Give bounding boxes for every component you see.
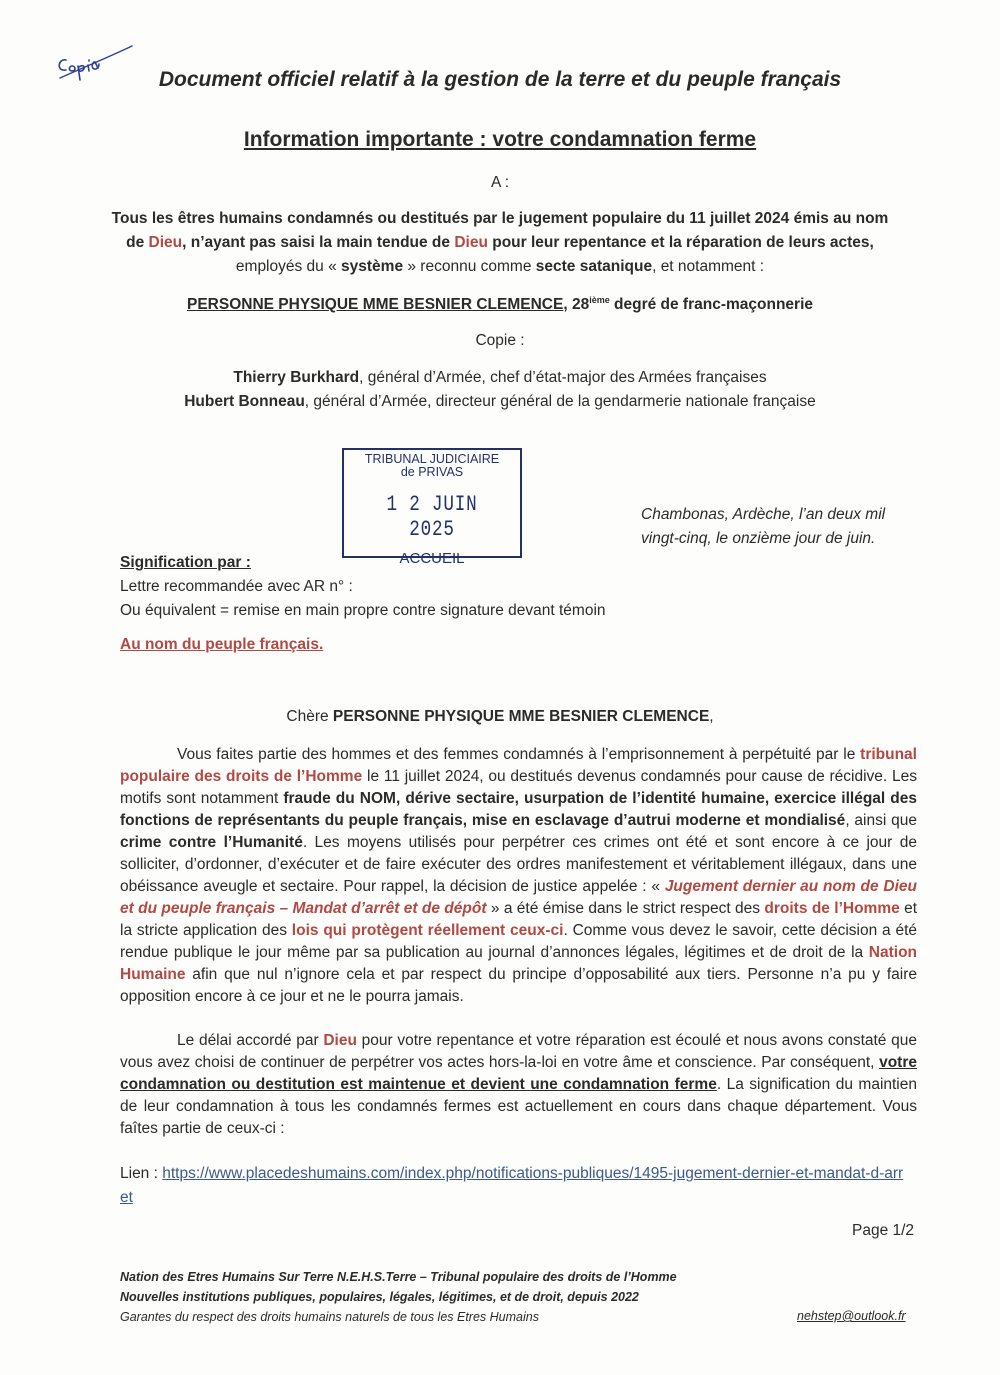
text-fragment: le 11 juillet 2024, ou destitués devenus condamnés pour cause de récidive. Les motifs sont notamment bbox=[120, 768, 918, 807]
text-fragment: , et notamment : bbox=[652, 258, 765, 275]
judgment-link[interactable]: https://www.placedeshumains.com/index.php/notifications-publiques/1495-jugement-dernier-et-mandat-d-arret bbox=[120, 1165, 904, 1206]
text-fragment: » a été émise dans le strict respect des bbox=[486, 900, 765, 917]
secte-bold: secte satanique bbox=[535, 258, 653, 275]
subtitle-wrap bbox=[0, 128, 1000, 152]
place-date bbox=[641, 503, 885, 551]
addressee-label: A : bbox=[490, 174, 510, 191]
degree-number: , 28 bbox=[563, 296, 590, 314]
link-label: Lien : bbox=[120, 1165, 163, 1182]
footer-email-link[interactable]: nehstep@outlook.fr bbox=[797, 1309, 906, 1323]
dieu-highlight: Dieu bbox=[454, 234, 488, 251]
copy-recipient-1 bbox=[0, 369, 1000, 387]
addressee-line-1: Tous les êtres humains condamnés ou destitués par le jugement populaire du 11 juillet 2024 émis au nom bbox=[111, 210, 889, 227]
tribunal-highlight: tribunal populaire des droits de l’Homme bbox=[120, 746, 917, 785]
au-nom-du-peuple: Au nom du peuple français. bbox=[120, 636, 324, 653]
text-fragment: de bbox=[126, 234, 149, 251]
text-fragment: . Les moyens utilisés pour perpétrer ces crimes ont été et sont encore à ce jour de solliciter, d’ordonner, d’exécuter et de faire exécuter des ordres manifestement et véritablement illégaux, dans une obéissance aveugle et sectaire. Pour rappel, la décision de justice appelée : « bbox=[120, 834, 917, 895]
footer-line-1: Nation des Etres Humains Sur Terre N.E.H.S.Terre – Tribunal populaire des droits de l’Homme bbox=[120, 1270, 677, 1284]
jugement-highlight: Jugement dernier au nom de Dieu et du peuple français – Mandat d’arrêt et de dépôt bbox=[120, 878, 917, 917]
text-fragment: , n’ayant pas saisi la main tendue de bbox=[182, 234, 455, 251]
person-name: PERSONNE PHYSIQUE MME BESNIER CLEMENCE bbox=[186, 296, 564, 314]
court-reception-stamp bbox=[342, 448, 522, 567]
crime-bold: crime contre l’Humanité bbox=[120, 834, 303, 851]
addressee-line-3 bbox=[0, 258, 1000, 276]
recipient-role: , général d’Armée, directeur général de la gendarmerie nationale française bbox=[304, 393, 816, 410]
recipient-name: Thierry Burkhard bbox=[233, 369, 360, 386]
dieu-highlight: Dieu bbox=[323, 1032, 357, 1049]
systeme-bold: système bbox=[341, 258, 404, 275]
document-subtitle: Information importante : votre condamnation ferme bbox=[243, 128, 757, 151]
link-line bbox=[120, 1162, 910, 1210]
copy-label: Copie : bbox=[475, 332, 525, 349]
droits-highlight: droits de l’Homme bbox=[764, 900, 900, 917]
text-fragment: , bbox=[709, 708, 714, 725]
recipient-role: , général d’Armée, chef d’état-major des Armées françaises bbox=[359, 369, 767, 386]
motifs-bold: fraude du NOM, dérive sectaire, usurpation de l’identité humaine, exercice illégal des fonctions de représentants du peuple français, mise en esclavage d’autrui moderne et mondialisé bbox=[120, 790, 918, 829]
place-date-line-2: vingt-cinq, le onzième jour de juin. bbox=[641, 530, 876, 547]
signification-heading: Signification par : bbox=[120, 554, 251, 571]
text-fragment: pour leur repentance et la réparation de leurs actes, bbox=[487, 234, 874, 251]
salutation bbox=[0, 708, 1000, 726]
text-fragment: , ainsi que bbox=[845, 812, 917, 829]
text-fragment: pour votre repentance et votre réparation est écoulé et nous avons constaté que vous avez choisi de continuer de perpétrer vos actes hors-la-loi en votre âme et conscience. Par conséquent, bbox=[120, 1032, 917, 1071]
page-number: Page 1/2 bbox=[852, 1222, 915, 1239]
signification-line-1: Lettre recommandée avec AR n° : bbox=[120, 578, 353, 595]
text-fragment: Le délai accordé par bbox=[177, 1032, 324, 1049]
addressee-person bbox=[0, 295, 1000, 314]
stamp-line-2: de PRIVAS bbox=[400, 465, 464, 479]
stamp-date: 1 2 JUIN 2025 bbox=[386, 492, 478, 542]
signification-block bbox=[120, 551, 606, 623]
text-fragment: employés du « bbox=[235, 258, 342, 275]
salutation-name: PERSONNE PHYSIQUE MME BESNIER CLEMENCE bbox=[332, 708, 710, 725]
letter-paragraph-1 bbox=[120, 744, 917, 1008]
text-fragment: . Comme vous devez le savoir, cette décision a été rendue publique le jour même par sa publication au journal d’annonces légales, légitimes et de droit de la bbox=[120, 922, 918, 961]
footer-line-2: Nouvelles institutions publiques, populaires, légales, légitimes, et de droit, depuis 2022 bbox=[120, 1290, 639, 1304]
text-fragment: Chère bbox=[286, 708, 333, 725]
dieu-highlight: Dieu bbox=[148, 234, 183, 251]
place-date-line-1: Chambonas, Ardèche, l’an deux mil bbox=[641, 506, 886, 523]
degree-superscript: ième bbox=[589, 295, 610, 305]
copy-recipient-2 bbox=[0, 393, 1000, 411]
addressee-line-2 bbox=[0, 234, 1000, 252]
text-fragment: . La signification du maintien de leur condamnation à tous les condamnés fermes est actuellement en cours dans chaque département. Vous faîtes partie de ceux-ci : bbox=[120, 1076, 917, 1137]
signification-line-2: Ou équivalent = remise en main propre contre signature devant témoin bbox=[120, 602, 606, 619]
stamp-line-1: TRIBUNAL JUDICIAIRE bbox=[364, 452, 500, 466]
recipient-name: Hubert Bonneau bbox=[184, 393, 305, 410]
stamp-line-3: ACCUEIL bbox=[399, 550, 465, 567]
text-fragment: et la stricte application des bbox=[120, 900, 918, 939]
document-title: Document officiel relatif à la gestion de la terre et du peuple français bbox=[158, 68, 842, 91]
letter-paragraph-2 bbox=[120, 1030, 917, 1140]
nation-highlight: Nation Humaine bbox=[120, 944, 917, 983]
text-fragment: » reconnu comme bbox=[403, 258, 536, 275]
degree-text: degré de franc-maçonnerie bbox=[609, 296, 814, 314]
text-fragment: afin que nul n’ignore cela et par respect du principe d’opposabilité aux tiers. Personne n’a pu y faire opposition encore à ce jour et ne le pourra jamais. bbox=[120, 966, 917, 1005]
lois-highlight: lois qui protègent réellement ceux-ci bbox=[291, 922, 564, 939]
condamnation-ferme: votre condamnation ou destitution est maintenue et devient une condamnation ferme bbox=[120, 1054, 917, 1093]
footer-line-3: Garantes du respect des droits humains naturels de tous les Etres Humains bbox=[120, 1310, 539, 1324]
text-fragment: Vous faites partie des hommes et des femmes condamnés à l’emprisonnement à perpétuité par le bbox=[177, 746, 861, 763]
